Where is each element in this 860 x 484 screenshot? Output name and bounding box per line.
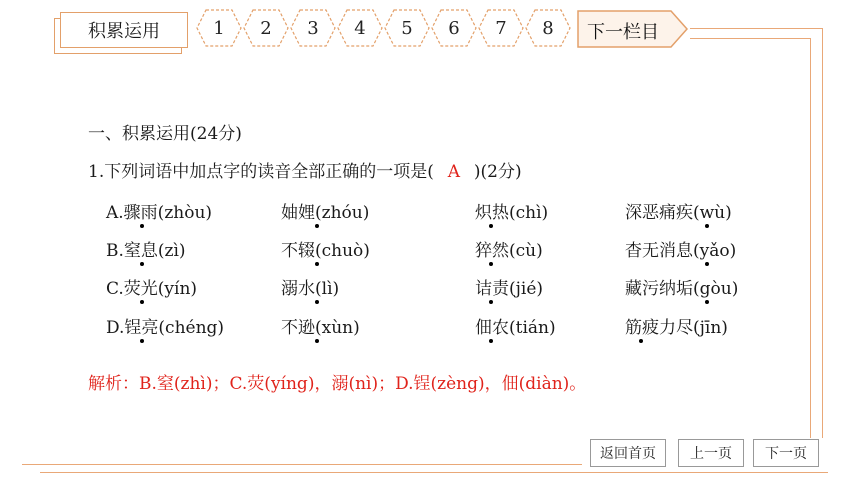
home-label: 返回首页 [600,446,656,462]
emphasis-dot [489,224,493,228]
nav-number-5[interactable] [384,8,430,48]
question-suffix: )(2分) [473,162,522,182]
option-C-item-3: 诘责(jié) [475,279,544,299]
option-A-item-1: A.骤雨(zhòu) [106,203,213,223]
nav-title-label: 积累运用 [88,21,160,42]
option-A-item-3: 炽热(chì) [475,203,549,223]
emphasis-dot [705,224,709,228]
question-prefix: 1.下列词语中加点字的读音全部正确的一项是( [88,162,434,182]
emphasis-dot [140,300,144,304]
option-C-item-1: C.荧光(yín) [106,279,198,299]
nav-number-label: 8 [542,17,554,39]
nav-number-1[interactable] [196,8,242,48]
option-B-item-4: 杳无消息(yǎo) [625,241,737,261]
next-column-button[interactable] [577,10,689,48]
nav-number-label: 3 [307,17,319,39]
nav-number-4[interactable] [337,8,383,48]
option-A-item-4: 深恶痛疾(wù) [625,203,732,223]
next-label: 下一页 [765,446,807,462]
emphasis-dot [315,339,319,343]
emphasis-dot [705,300,709,304]
next-page-button[interactable] [753,439,819,467]
option-B-item-3: 猝然(cù) [475,241,543,261]
option-D-item-4: 筋疲力尽(jīn) [625,318,728,338]
nav-number-2[interactable] [243,8,289,48]
emphasis-dot [140,262,144,266]
option-B-item-1: B.窒息(zì) [106,241,186,261]
prev-label: 上一页 [690,446,732,462]
home-button[interactable] [590,439,666,467]
nav-number-label: 2 [260,17,272,39]
nav-title-button[interactable] [60,12,188,48]
emphasis-dot [489,262,493,266]
nav-number-label: 6 [448,17,460,39]
nav-number-label: 4 [354,17,366,39]
question-text [88,157,522,182]
nav-number-6[interactable] [431,8,477,48]
nav-number-label: 5 [401,17,413,39]
emphasis-dot [315,300,319,304]
option-D-item-3: 佃农(tián) [475,318,556,338]
emphasis-dot [140,339,144,343]
option-C-item-4: 藏污纳垢(gòu) [625,279,739,299]
emphasis-dot [489,300,493,304]
emphasis-dot [705,262,709,266]
emphasis-dot [489,339,493,343]
nav-number-7[interactable] [478,8,524,48]
section-heading: 一、积累运用(24分) [88,124,242,144]
option-D-item-1: D.锃亮(chéng) [106,318,225,338]
emphasis-dot [315,224,319,228]
nav-number-8[interactable] [525,8,571,48]
next-column-label: 下一栏目 [587,22,659,43]
option-B-item-2: 不辍(chuò) [281,241,370,261]
emphasis-dot [639,339,643,343]
nav-number-label: 7 [495,17,507,39]
emphasis-dot [140,224,144,228]
prev-page-button[interactable] [678,439,744,467]
nav-number-label: 1 [213,17,225,39]
explanation-text: 解析：B.窒(zhì)；C.荧(yíng)，溺(nì)；D.锃(zèng)，佃(diàn)。 [88,374,587,394]
nav-number-3[interactable] [290,8,336,48]
option-D-item-2: 不逊(xùn) [281,318,360,338]
option-A-item-2: 妯娌(zhóu) [281,203,370,223]
answer-mark: A [447,162,460,182]
option-C-item-2: 溺水(lì) [281,279,340,299]
emphasis-dot [315,262,319,266]
